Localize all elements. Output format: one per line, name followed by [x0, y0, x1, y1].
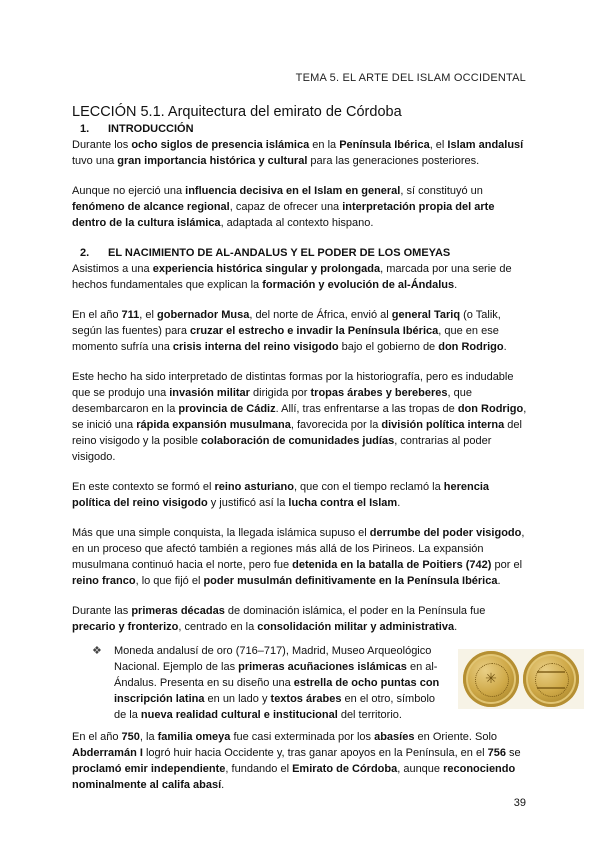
emphasis-text: colaboración de comunidades judías	[201, 435, 395, 447]
section-heading-introduccion	[72, 121, 528, 137]
emphasis-text: don Rodrigo	[438, 341, 504, 353]
text-run: . Allí, tras enfrentarse a las tropas de	[275, 403, 458, 415]
emphasis-text: Emirato de Córdoba	[292, 763, 398, 775]
text-run: , que en ese momento sufría una	[72, 325, 499, 353]
section-number: 1.	[80, 123, 90, 135]
text-run: En el año	[72, 731, 122, 743]
paragraph	[72, 137, 528, 169]
text-run: en Oriente. Solo	[414, 731, 498, 743]
emphasis-text: primeras acuñaciones islámicas	[238, 661, 407, 673]
text-run: En el año	[72, 309, 122, 321]
text-run: .	[397, 497, 401, 509]
arabic-inscription-mark	[537, 671, 565, 689]
section-title: EL NACIMIENTO DE AL-ANDALUS Y EL PODER DE LOS OMEYAS	[108, 247, 451, 259]
emphasis-text: fenómeno de alcance regional	[72, 201, 230, 213]
text-run: se	[505, 747, 521, 759]
text-run: en la	[309, 139, 340, 151]
text-run: .	[497, 575, 501, 587]
section-title: INTRODUCCIÓN	[108, 123, 194, 135]
text-run: , se inició una	[72, 403, 527, 431]
text-run: (o Talik, según las fuentes) para	[72, 309, 501, 337]
page-number: 39	[513, 797, 526, 809]
text-run: En este contexto se formó el	[72, 481, 215, 493]
lesson-title: LECCIÓN 5.1. Arquitectura del emirato de Córdoba	[72, 104, 402, 120]
text-run: , la	[139, 731, 158, 743]
emphasis-text: experiencia histórica singular y prolongada	[152, 263, 381, 275]
text-run: , fundando el	[225, 763, 293, 775]
emphasis-text: don Rodrigo	[457, 403, 524, 415]
text-run: , centrado en la	[178, 621, 258, 633]
text-run: , adaptada al contexto hispano.	[220, 217, 374, 229]
emphasis-text: reino asturiano	[214, 481, 294, 493]
text-run: y justificó así la	[207, 497, 289, 509]
text-run: Más que una simple conquista, la llegada islámica supuso el	[72, 527, 370, 539]
emphasis-text: formación y evolución de al-Ándalus	[262, 279, 455, 291]
text-run: , el	[429, 139, 448, 151]
emphasis-text: nueva realidad cultural e institucional	[140, 709, 338, 721]
emphasis-text: cruzar el estrecho e invadir la Península Ibérica	[190, 325, 439, 337]
page-content	[72, 103, 528, 793]
emphasis-text: derrumbe del poder visigodo	[369, 527, 522, 539]
paragraph	[72, 183, 528, 231]
text-run: en un lado y	[204, 693, 271, 705]
emphasis-text: abasíes	[374, 731, 415, 743]
text-run: , que con el tiempo reclamó la	[293, 481, 444, 493]
emphasis-text: precario y fronterizo	[72, 621, 179, 633]
emphasis-text: lucha contra el Islam	[288, 497, 398, 509]
emphasis-text: 756	[487, 747, 506, 759]
text-run: , contrarias al poder visigodo.	[72, 435, 492, 463]
text-run: , sí constituyó un	[400, 185, 483, 197]
emphasis-text: gran importancia histórica y cultural	[117, 155, 308, 167]
emphasis-text: estrella de ocho puntas con inscripción latina	[114, 677, 440, 705]
text-run: , del norte de África, envió al	[249, 309, 392, 321]
text-run: , favorecida por la	[290, 419, 382, 431]
text-run: , el	[139, 309, 158, 321]
emphasis-text: 711	[121, 309, 140, 321]
text-run: tuvo una	[72, 155, 118, 167]
text-run: del reino visigodo y la posible	[72, 419, 522, 447]
emphasis-text: 750	[121, 731, 140, 743]
paragraph	[72, 479, 528, 511]
paragraph	[72, 525, 528, 589]
text-run: .	[221, 779, 225, 791]
emphasis-text: textos árabes	[270, 693, 342, 705]
text-run: fue casi exterminada por los	[230, 731, 375, 743]
running-header: TEMA 5. EL ARTE DEL ISLAM OCCIDENTAL	[295, 72, 526, 84]
emphasis-text: provincia de Cádiz	[178, 403, 276, 415]
text-run: en al-Ándalus. Presenta en su diseño una	[114, 661, 438, 689]
diamond-bullet-icon: ❖	[92, 645, 102, 657]
emphasis-text: invasión militar	[169, 387, 250, 399]
emphasis-text: detenida en la batalla de Poitiers (742)	[292, 559, 492, 571]
emphasis-text: Islam andalusí	[447, 139, 524, 151]
coin-obverse	[463, 651, 519, 707]
emphasis-text: ocho siglos de presencia islámica	[131, 139, 310, 151]
paragraph	[72, 307, 528, 355]
emphasis-text: poder musulmán definitivamente en la Península Ibérica	[203, 575, 498, 587]
emphasis-text: tropas árabes y bereberes	[310, 387, 448, 399]
text-run: Durante los	[72, 139, 132, 151]
text-run: logró huir hacia Occidente y, tras ganar apoyos en la Península, en el	[142, 747, 488, 759]
emphasis-text: influencia decisiva en el Islam en general	[185, 185, 401, 197]
paragraph	[72, 369, 528, 465]
text-run: para las generaciones posteriores.	[307, 155, 480, 167]
emphasis-text: primeras décadas	[131, 605, 225, 617]
emphasis-text: familia omeya	[157, 731, 231, 743]
emphasis-text: reino franco	[72, 575, 136, 587]
text-run: Durante las	[72, 605, 132, 617]
text-run: , que desembarcaron en la	[72, 387, 472, 415]
text-run: de dominación islámica, el poder en la Península fue	[224, 605, 486, 617]
emphasis-text: Abderramán I	[72, 747, 143, 759]
coin-caption	[114, 643, 444, 723]
emphasis-text: gobernador Musa	[157, 309, 250, 321]
section-heading-nacimiento	[72, 245, 528, 261]
text-run: , lo que fijó el	[135, 575, 204, 587]
text-run: del territorio.	[337, 709, 402, 721]
emphasis-text: consolidación militar y administrativa	[257, 621, 455, 633]
emphasis-text: crisis interna del reino visigodo	[172, 341, 339, 353]
text-run: Asistimos a una	[72, 263, 153, 275]
eight-point-star-icon: ✳	[485, 671, 497, 687]
paragraph	[72, 603, 528, 635]
coin-reverse	[523, 651, 579, 707]
section-number: 2.	[80, 247, 90, 259]
text-run: por el	[491, 559, 523, 571]
emphasis-text: Península Ibérica	[339, 139, 430, 151]
text-run: .	[454, 279, 458, 291]
text-run: , aunque	[397, 763, 444, 775]
paragraph	[72, 261, 528, 293]
text-run: bajo el gobierno de	[338, 341, 439, 353]
text-run: Este hecho ha sido interpretado de distintas formas por la historiografía, pero es indudable que se produjo una	[72, 371, 514, 399]
text-run: , capaz de ofrecer una	[229, 201, 343, 213]
text-run: .	[454, 621, 458, 633]
emphasis-text: herencia política del reino visigodo	[72, 481, 489, 509]
gold-coin-image	[458, 649, 584, 709]
emphasis-text: proclamó emir independiente	[72, 763, 226, 775]
emphasis-text: interpretación propia del arte dentro de la cultura islámica	[72, 201, 495, 229]
text-run: Aunque no ejerció una	[72, 185, 186, 197]
text-run: dirigida por	[249, 387, 311, 399]
text-run: Moneda andalusí de oro (716–717), Madrid, Museo Arqueológico Nacional. Ejemplo de las	[114, 645, 432, 673]
emphasis-text: reconociendo nominalmente al califa abasí	[72, 763, 516, 791]
emphasis-text: general Tariq	[391, 309, 461, 321]
text-run: , en un proceso que afectó también a regiones más allá de los Pirineos. La expansión musulmana continuó hacia el norte, pero fue	[72, 527, 525, 571]
coin-figure	[72, 643, 528, 723]
emphasis-text: división política interna	[381, 419, 505, 431]
text-run: en el otro, símbolo de la	[114, 693, 436, 721]
text-run: .	[503, 341, 507, 353]
paragraph	[72, 729, 528, 793]
text-run: , marcada por una serie de hechos fundamentales que explican la	[72, 263, 512, 291]
emphasis-text: rápida expansión musulmana	[136, 419, 291, 431]
